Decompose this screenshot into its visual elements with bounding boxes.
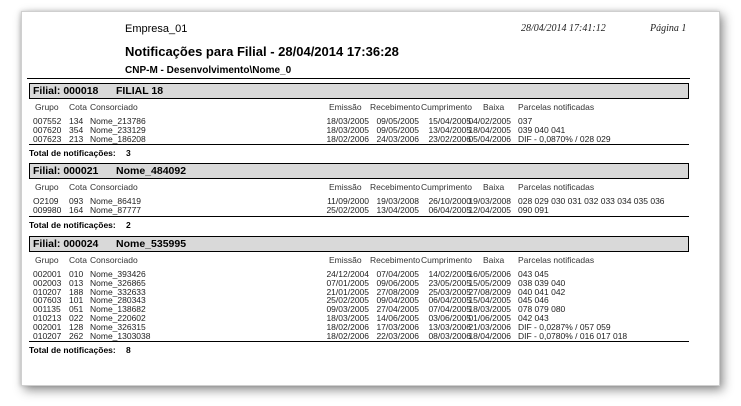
cell-parcelas: 040 041 042 — [518, 286, 566, 297]
branch-name: FILIAL 18 — [116, 85, 164, 97]
cell-recebimento: 19/03/2008 — [376, 196, 419, 206]
total-value: 3 — [126, 148, 131, 159]
cell-cota: 164 — [69, 204, 84, 215]
cell-cumprimento: 25/03/2005 — [428, 286, 471, 297]
cell-consorciado: Nome_87777 — [90, 204, 142, 215]
cell-emissao: 09/03/2005 — [326, 304, 369, 315]
column-header-grupo: Grupo — [35, 102, 59, 112]
cell-consorciado: Nome_393426 — [90, 269, 146, 279]
cell-cota: 134 — [69, 116, 84, 126]
cell-baixa: 01/06/2005 — [468, 313, 511, 323]
cell-grupo: 007552 — [33, 116, 62, 126]
cell-parcelas: 043 045 — [518, 269, 549, 279]
column-header-recebimento: Recebimento — [370, 102, 421, 112]
column-header-emissao: Emissão — [329, 102, 362, 112]
report-title: Notificações para Filial - 28/04/2014 17:36:28 — [125, 44, 399, 59]
total-label: Total de notificações: — [29, 345, 116, 356]
section-separator — [29, 216, 689, 217]
column-header-consorciado: Consorciado — [90, 182, 138, 192]
column-header-baixa: Baixa — [483, 255, 505, 265]
cell-emissao: 18/03/2005 — [326, 313, 369, 323]
cell-parcelas: DIF - 0,0780% / 016 017 018 — [518, 330, 628, 341]
cell-cumprimento: 08/03/2006 — [428, 330, 471, 341]
branch-code: Filial: 000021 — [33, 165, 99, 177]
section-separator — [29, 144, 689, 145]
column-header-parcelas: Parcelas notificadas — [518, 182, 595, 192]
cell-cumprimento: 15/04/2005 — [428, 116, 471, 126]
section-separator — [29, 341, 689, 342]
column-header-consorciado: Consorciado — [90, 102, 138, 112]
cell-cumprimento: 14/02/2005 — [428, 269, 471, 279]
cell-consorciado: Nome_1303038 — [90, 330, 151, 341]
branch-bar — [29, 236, 689, 252]
cell-grupo: 007623 — [33, 133, 62, 144]
cell-recebimento: 27/04/2005 — [376, 304, 419, 315]
column-header-cumprimento: Cumprimento — [421, 255, 473, 265]
cell-cumprimento: 23/05/2005 — [428, 277, 471, 288]
cell-recebimento: 22/03/2006 — [376, 330, 419, 341]
cell-cumprimento: 06/04/2005 — [428, 295, 471, 306]
cell-consorciado: Nome_220602 — [90, 313, 146, 323]
cell-recebimento: 09/06/2005 — [376, 277, 419, 288]
column-header-baixa: Baixa — [483, 102, 505, 112]
cell-cumprimento: 07/04/2005 — [428, 304, 471, 315]
cell-emissao: 24/12/2004 — [326, 269, 369, 279]
cell-baixa: 18/04/2005 — [468, 124, 511, 135]
cell-parcelas: 078 079 080 — [518, 304, 566, 315]
cell-recebimento: 09/05/2005 — [376, 124, 419, 135]
cell-grupo: 010207 — [33, 286, 62, 297]
cell-baixa: 04/02/2005 — [468, 116, 511, 126]
cell-cota: 262 — [69, 330, 84, 341]
cell-emissao: 18/03/2005 — [326, 116, 369, 126]
cell-cumprimento: 13/03/2006 — [428, 321, 471, 332]
cell-baixa: 16/05/2006 — [468, 269, 511, 279]
cell-emissao: 21/01/2005 — [326, 286, 369, 297]
total-value: 2 — [126, 219, 131, 230]
column-header-grupo: Grupo — [35, 255, 59, 265]
cell-grupo: 010213 — [33, 313, 62, 323]
cell-parcelas: DIF - 0,0287% / 057 059 — [518, 321, 611, 332]
cell-recebimento: 14/06/2005 — [376, 313, 419, 323]
cell-emissao: 11/09/2000 — [327, 196, 369, 206]
cell-emissao: 18/02/2006 — [326, 321, 369, 332]
report-subtitle: CNP-M - Desenvolvimento\Nome_0 — [125, 65, 292, 76]
cell-consorciado: Nome_186208 — [90, 133, 146, 144]
cell-emissao: 18/02/2006 — [326, 330, 369, 341]
cell-grupo: 007620 — [33, 124, 62, 135]
cell-emissao: 25/02/2005 — [326, 204, 369, 215]
cell-consorciado: Nome_280343 — [90, 295, 146, 306]
cell-recebimento: 24/03/2006 — [376, 133, 419, 144]
cell-parcelas: 045 046 — [518, 295, 549, 306]
company-name: Empresa_01 — [125, 23, 188, 35]
cell-baixa: 18/04/2006 — [468, 330, 511, 341]
total-label: Total de notificações: — [29, 219, 116, 230]
cell-emissao: 07/01/2005 — [326, 277, 369, 288]
cell-baixa: 05/04/2006 — [468, 133, 511, 144]
print-timestamp: 28/04/2014 17:41:12 — [521, 23, 606, 34]
cell-cota: 093 — [69, 196, 84, 206]
total-label: Total de notificações: — [29, 148, 116, 159]
cell-recebimento: 17/03/2006 — [376, 321, 419, 332]
cell-cota: 022 — [69, 313, 84, 323]
cell-grupo: 002001 — [33, 269, 62, 279]
cell-baixa: 21/03/2006 — [468, 321, 511, 332]
cell-recebimento: 09/04/2005 — [376, 295, 419, 306]
cell-parcelas: 039 040 041 — [518, 124, 566, 135]
cell-parcelas: 042 043 — [518, 313, 549, 323]
branch-bar — [29, 163, 689, 179]
cell-recebimento: 13/04/2005 — [376, 204, 419, 215]
cell-consorciado: Nome_86419 — [90, 196, 142, 206]
cell-parcelas: 028 029 030 031 032 033 034 035 036 — [518, 196, 665, 206]
cell-cota: 128 — [69, 321, 84, 332]
column-header-parcelas: Parcelas notificadas — [518, 255, 595, 265]
cell-grupo: 010207 — [33, 330, 62, 341]
cell-cota: 354 — [69, 124, 84, 135]
cell-baixa: 19/03/2008 — [468, 196, 511, 206]
column-header-cota: Cota — [69, 255, 87, 265]
cell-cota: 188 — [69, 286, 84, 297]
column-header-emissao: Emissão — [329, 255, 362, 265]
column-header-cumprimento: Cumprimento — [421, 102, 473, 112]
branch-code: Filial: 000024 — [33, 238, 99, 250]
column-header-recebimento: Recebimento — [370, 182, 421, 192]
cell-cota: 101 — [69, 295, 84, 306]
branch-name: Nome_484092 — [116, 165, 187, 177]
cell-recebimento: 07/04/2005 — [376, 269, 419, 279]
cell-baixa: 15/04/2005 — [468, 295, 511, 306]
cell-recebimento: 09/05/2005 — [376, 116, 419, 126]
cell-consorciado: Nome_326315 — [90, 321, 146, 332]
page-number: Página 1 — [650, 23, 687, 34]
column-header-cota: Cota — [69, 182, 87, 192]
cell-cumprimento: 26/10/2000 — [428, 196, 471, 206]
cell-emissao: 18/03/2005 — [326, 124, 369, 135]
branch-bar — [29, 83, 689, 99]
cell-cumprimento: 03/06/2005 — [428, 313, 471, 323]
column-header-cumprimento: Cumprimento — [421, 182, 473, 192]
cell-consorciado: Nome_213786 — [90, 116, 146, 126]
branch-code: Filial: 000018 — [33, 85, 99, 97]
cell-consorciado: Nome_332633 — [90, 286, 146, 297]
cell-cota: 051 — [69, 304, 84, 315]
cell-cumprimento: 06/04/2005 — [428, 204, 471, 215]
cell-grupo: O2109 — [33, 196, 59, 206]
header-rule — [27, 78, 690, 79]
branch-name: Nome_535995 — [116, 238, 187, 250]
cell-grupo: 002001 — [33, 321, 62, 332]
cell-consorciado: Nome_326865 — [90, 277, 146, 288]
cell-parcelas: DIF - 0,0870% / 028 029 — [518, 133, 611, 144]
cell-cota: 010 — [69, 269, 84, 279]
column-header-grupo: Grupo — [35, 182, 59, 192]
cell-baixa: 18/03/2005 — [468, 304, 511, 315]
column-header-recebimento: Recebimento — [370, 255, 421, 265]
cell-cumprimento: 13/04/2005 — [428, 124, 471, 135]
cell-grupo: 007603 — [33, 295, 62, 306]
column-header-baixa: Baixa — [483, 182, 505, 192]
cell-cota: 013 — [69, 277, 84, 288]
cell-consorciado: Nome_233129 — [90, 124, 146, 135]
cell-parcelas: 038 039 040 — [518, 277, 566, 288]
cell-cumprimento: 23/02/2006 — [428, 133, 471, 144]
column-header-emissao: Emissão — [329, 182, 362, 192]
total-value: 8 — [126, 345, 131, 356]
cell-baixa: 15/05/2009 — [468, 277, 511, 288]
column-header-parcelas: Parcelas notificadas — [518, 102, 595, 112]
cell-recebimento: 27/08/2009 — [376, 286, 419, 297]
cell-grupo: 001135 — [33, 304, 61, 315]
cell-consorciado: Nome_138682 — [90, 304, 146, 315]
column-header-consorciado: Consorciado — [90, 255, 138, 265]
cell-emissao: 25/02/2005 — [326, 295, 369, 306]
cell-baixa: 27/08/2009 — [468, 286, 511, 297]
cell-emissao: 18/02/2006 — [326, 133, 369, 144]
report-page — [21, 11, 720, 386]
cell-parcelas: 037 — [518, 116, 533, 126]
cell-cota: 213 — [69, 133, 84, 144]
cell-grupo: 009980 — [33, 204, 62, 215]
column-header-cota: Cota — [69, 102, 87, 112]
cell-grupo: 002003 — [33, 277, 62, 288]
cell-parcelas: 090 091 — [518, 204, 549, 215]
cell-baixa: 12/04/2005 — [468, 204, 511, 215]
